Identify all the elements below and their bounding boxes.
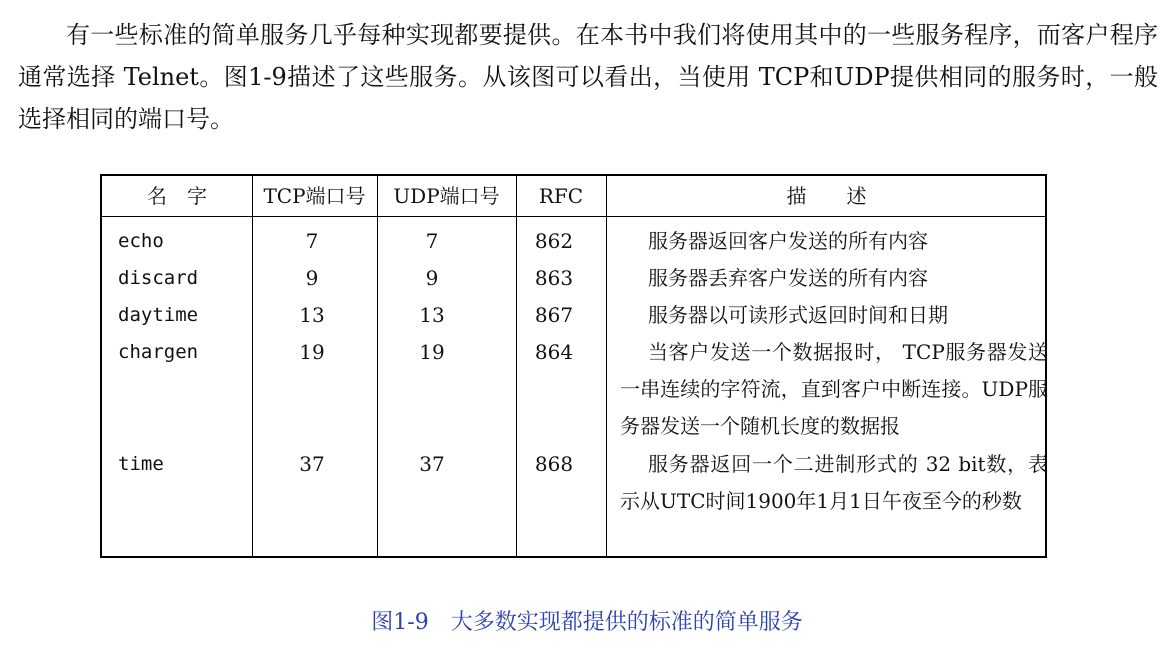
cell-udp-port: 13 xyxy=(419,303,445,327)
header-tcp-port: TCP端口号 xyxy=(263,184,366,208)
cell-tcp-port: 37 xyxy=(299,452,325,476)
cell-tcp-port: 13 xyxy=(299,303,325,327)
column-divider xyxy=(606,176,607,556)
cell-tcp-port: 9 xyxy=(305,266,319,290)
services-table xyxy=(100,174,1047,558)
figure-caption: 图1-9 大多数实现都提供的标准的简单服务 xyxy=(371,610,803,635)
cell-rfc: 868 xyxy=(534,452,574,476)
cell-tcp-port: 7 xyxy=(305,229,319,253)
cell-rfc: 863 xyxy=(534,266,574,290)
cell-service-name: chargen xyxy=(118,341,199,363)
header-name: 名 字 xyxy=(147,184,207,208)
body-paragraph: 有一些标准的简单服务几乎每种实现都要提供。在本书中我们将使用其中的一些服务程序，而客户程序通常选择 Telnet。图1-9描述了这些服务。从该图可以看出，当使用 TCP和UDP提供相同的服务时，一般选择相同的端口号。 xyxy=(18,21,1158,133)
header-rfc: RFC xyxy=(538,184,584,208)
cell-udp-port: 9 xyxy=(425,266,439,290)
cell-udp-port: 19 xyxy=(419,340,445,364)
cell-service-name: echo xyxy=(118,230,164,252)
cell-service-name: time xyxy=(118,453,164,475)
cell-tcp-port: 19 xyxy=(299,340,325,364)
cell-rfc: 867 xyxy=(534,303,574,327)
cell-description: 服务器以可读形式返回时间和日期 xyxy=(648,303,948,327)
header-description: 描 述 xyxy=(786,184,867,208)
cell-service-name: daytime xyxy=(118,304,199,326)
cell-description: 服务器返回一个二进制形式的 32 bit数，表示从UTC时间1900年1月1日午夜至今的秒数 xyxy=(620,452,1048,513)
cell-udp-port: 7 xyxy=(425,229,439,253)
header-divider xyxy=(102,216,1045,217)
cell-description: 服务器返回客户发送的所有内容 xyxy=(648,229,928,253)
cell-rfc: 862 xyxy=(534,229,574,253)
header-udp-port: UDP端口号 xyxy=(393,184,500,208)
cell-description: 服务器丢弃客户发送的所有内容 xyxy=(648,266,928,290)
cell-rfc: 864 xyxy=(534,340,574,364)
cell-udp-port: 37 xyxy=(419,452,445,476)
cell-description: 当客户发送一个数据报时， TCP服务器发送一串连续的字符流，直到客户中断连接。UDP服务器发送一个随机长度的数据报 xyxy=(620,340,1048,438)
cell-service-name: discard xyxy=(118,267,199,289)
